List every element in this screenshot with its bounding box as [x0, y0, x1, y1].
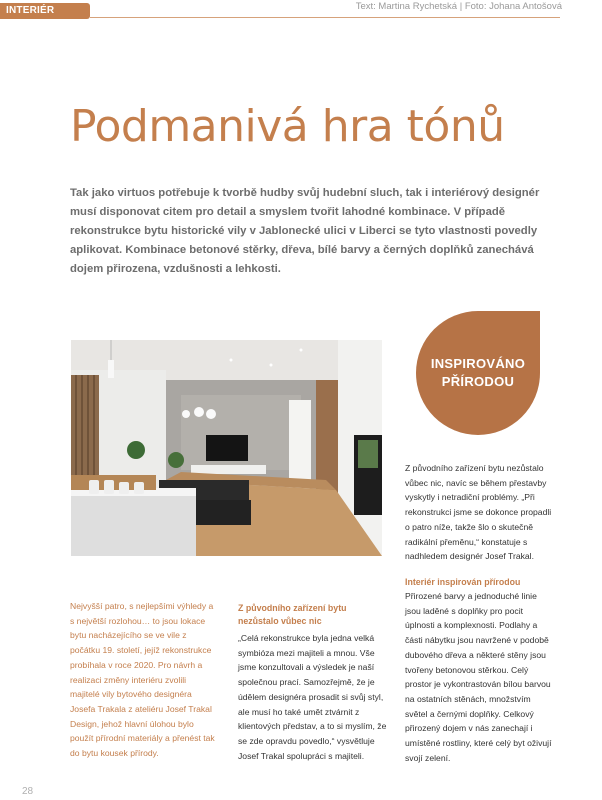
right-column-heading: Interiér inspirován přírodou [405, 577, 521, 587]
badge-line-2: PŘÍRODOU [441, 374, 515, 389]
left-column-text: Nejvyšší patro, s nejlepšími výhledy a s největší rozlohou… to jsou lokace bytu nacházejícího se ve vile z počátku 19. století, jejíž rekonstrukce probíhala v roce 2020. Pro návrh a realizaci změny interiéru zvolili majitelé vily bytového designéra Josefa Trakala z ateliéru Josef Trakal Design, jehož hlavní úlohou bylo použít přírodní materiály a přenést tak do bytu kousek přírody. [70, 601, 215, 759]
middle-column-text: „Celá rekonstrukce byla jedna velká symbióza mezi majiteli a mnou. Vše jsme konzultovali a výsledek je naší společnou prací. Samozřejmě, že je údělem designéra prosadit si svůj styl, ale musí ho také umět ztvárnit z klientových představ, a to si myslím, že se zde opravdu povedlo,“ vysvětluje Josef Trakal spolupráci s majiteli. [238, 633, 387, 761]
page-number: 28 [22, 786, 34, 797]
interior-photo [71, 340, 382, 556]
photo-credit: Text: Martina Rychetská | Foto: Johana Antošová [355, 1, 562, 12]
article-perex: Tak jako virtuos potřebuje k tvorbě hudby svůj hudební sluch, tak i interiérový designér musí disponovat citem pro detail a smyslem tvořit lahodné kombinace. V případě rekonstrukce bytu historické vily v Jablonecké ulici v Liberci se tyto vlastnosti povedly aplikovat. Kombinace betonové stěrky, dřeva, bílé barvy a černých doplňků zanechává dojem přirozena, vzdušnosti a lehkosti. [70, 187, 540, 275]
middle-column-heading: Z původního zařízení bytu nezůstalo vůbec nic [238, 603, 347, 626]
inspiration-badge [416, 311, 540, 435]
section-tag: INTERIÉR [0, 3, 90, 19]
header-rule [90, 17, 560, 18]
badge-line-1: INSPIROVÁNO [430, 356, 526, 371]
right-column-intro: Z původního zařízení bytu nezůstalo vůbec nic, navíc se během přestavby vyskytly i netradiční problémy. „Při rekonstrukci jsme se dokonce propadli o patro níže, takže šlo o skutečně radikální přeměnu,“ konstatuje s nadhledem designér Josef Trakal. [405, 463, 552, 562]
article-title: Podmanivá hra tónů [70, 101, 505, 152]
right-column-text: Přirozené barvy a jednoduché linie jsou laděné s doplňky pro pocit úplnosti a komplexnosti. Podlahy a části nábytku jsou navržené v podobě dubového dřeva a některé stěny jsou tvořeny betonovou stěrkou. Celý prostor je vykontrastován bílou barvou na ostatních stěnách, množstvím světel a černými doplňky. Celkový přirozený dojem v nás zanechají i umístěné rostliny, které celý byt oživují svojí zelení. [405, 591, 552, 763]
